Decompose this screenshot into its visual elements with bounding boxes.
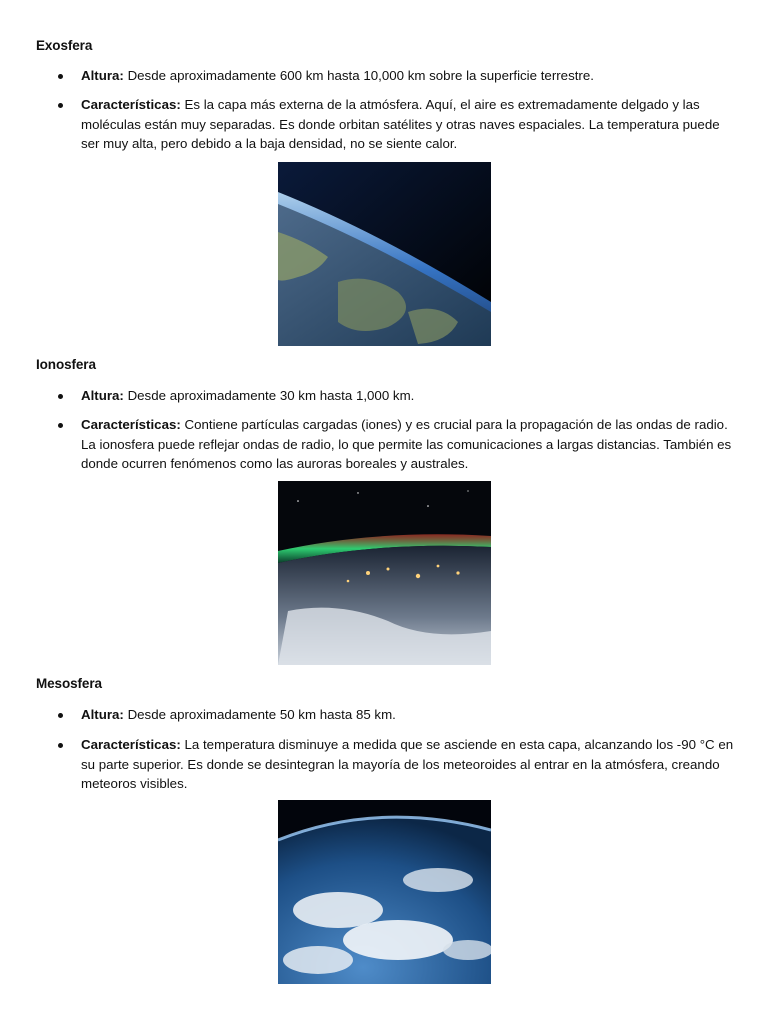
- altura-label: Altura:: [81, 388, 124, 403]
- heading-exosfera: Exosfera: [36, 38, 93, 53]
- altura-text: Desde aproximadamente 600 km hasta 10,000 km sobre la superficie terrestre.: [127, 68, 594, 83]
- caracteristicas-label: Características:: [81, 737, 181, 752]
- caracteristicas-label: Características:: [81, 417, 181, 432]
- altura-exosfera: [81, 66, 736, 86]
- altura-label: Altura:: [81, 707, 124, 722]
- bullet-icon: [58, 743, 63, 748]
- caracteristicas-ionosfera: [81, 415, 736, 474]
- aurora-night-earth-photo: [278, 481, 491, 665]
- bullet-icon: [58, 423, 63, 428]
- caracteristicas-mesosfera: [81, 735, 736, 794]
- altura-label: Altura:: [81, 68, 124, 83]
- heading-ionosfera: Ionosfera: [36, 357, 96, 372]
- bullet-icon: [58, 103, 63, 108]
- bullet-icon: [58, 74, 63, 79]
- caracteristicas-text: Contiene partículas cargadas (iones) y es crucial para la propagación de las ondas de radio. La ionosfera puede reflejar ondas de radio, lo que permite las comunicaciones a largas distancias. También es donde ocurren fenómenos como las auroras boreales y australes.: [81, 417, 732, 471]
- earth-horizon-photo: [278, 162, 491, 346]
- earth-clouds-photo: [278, 800, 491, 984]
- caracteristicas-text: Es la capa más externa de la atmósfera. Aquí, el aire es extremadamente delgado y las moléculas están muy separadas. Es donde orbitan satélites y otras naves espaciales. La temperatura puede ser muy alta, pero debido a la baja densidad, no se siente calor.: [81, 97, 720, 151]
- caracteristicas-text: La temperatura disminuye a medida que se asciende en esta capa, alcanzando los -90 °C en su parte superior. Es donde se desintegran la mayoría de los meteoroides al entrar en la atmósfera, creando meteoros visibles.: [81, 737, 734, 791]
- bullet-icon: [58, 394, 63, 399]
- altura-mesosfera: [81, 705, 736, 725]
- altura-text: Desde aproximadamente 50 km hasta 85 km.: [127, 707, 396, 722]
- caracteristicas-label: Características:: [81, 97, 181, 112]
- caracteristicas-exosfera: [81, 95, 736, 154]
- altura-ionosfera: [81, 386, 736, 406]
- heading-mesosfera: Mesosfera: [36, 676, 102, 691]
- bullet-icon: [58, 713, 63, 718]
- altura-text: Desde aproximadamente 30 km hasta 1,000 km.: [127, 388, 415, 403]
